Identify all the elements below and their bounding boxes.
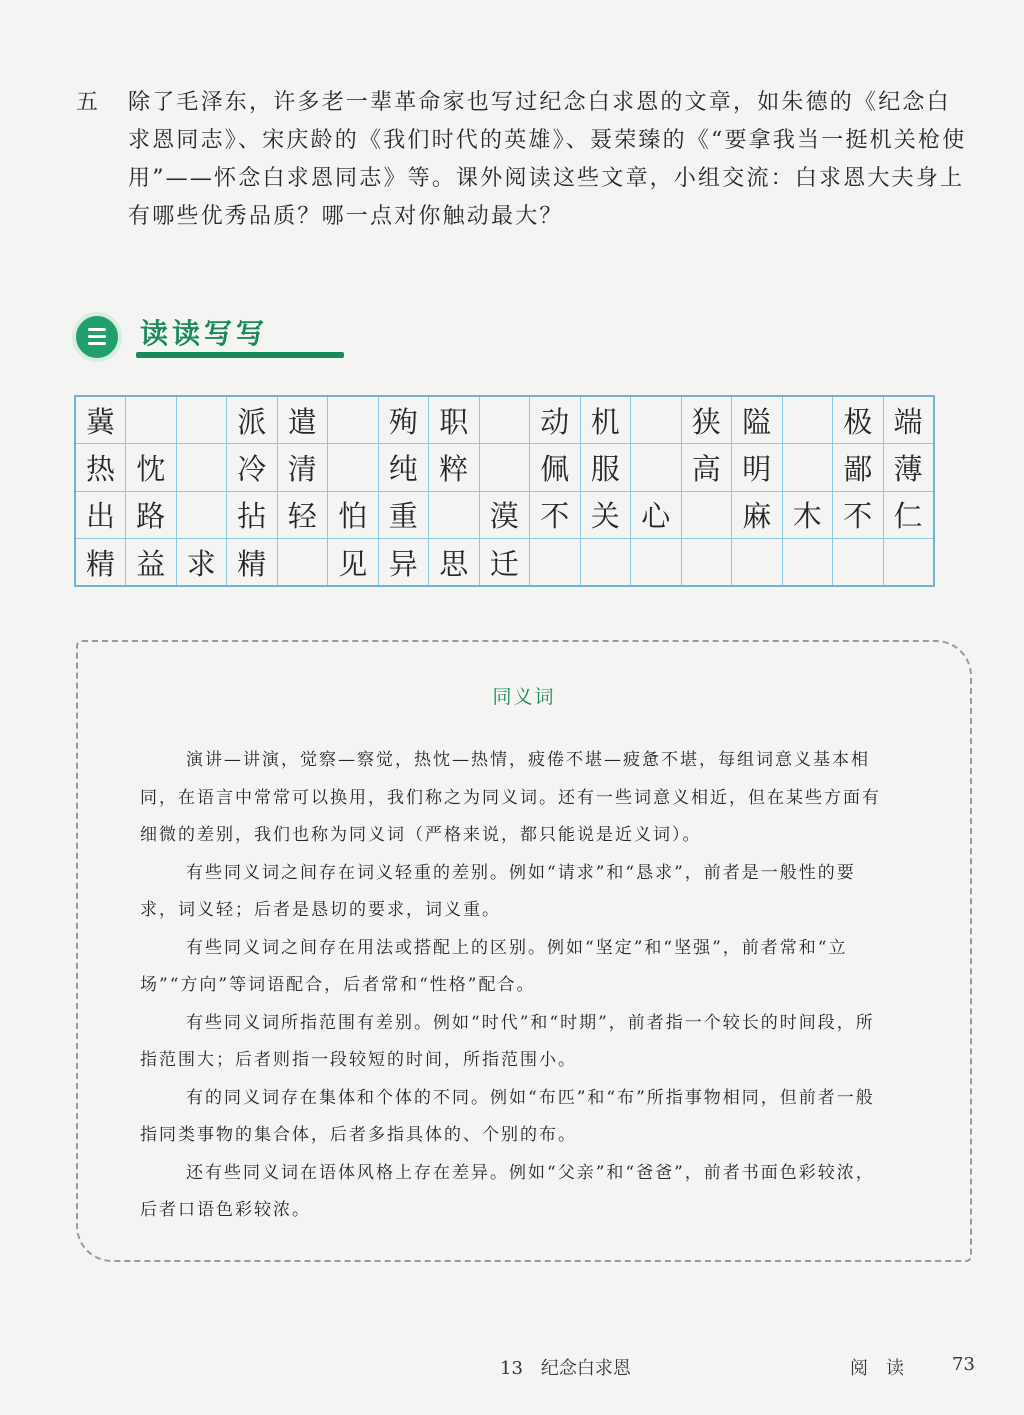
grid-cell: [631, 539, 682, 587]
grid-cell: 见: [328, 539, 379, 587]
grid-cell: 轻: [277, 491, 328, 539]
grid-cell: [833, 539, 884, 587]
knowledge-paragraph: 还有些同义词在语体风格上存在差异。例如“父亲”和“爸爸”，前者书面色彩较浓，后者口语色彩较浓。: [140, 1162, 875, 1220]
grid-cell: 粹: [429, 444, 480, 492]
grid-cell: 益: [126, 539, 177, 587]
exercise-number: 五: [76, 90, 99, 115]
grid-cell: 路: [126, 491, 177, 539]
footer-lesson: 13 纪念白求恩: [500, 1358, 631, 1379]
knowledge-body: [140, 742, 890, 1230]
grid-cell: 冷: [227, 444, 278, 492]
grid-row: [75, 539, 934, 587]
grid-cell: [732, 539, 783, 587]
grid-cell: 异: [378, 539, 429, 587]
grid-cell: 热: [75, 444, 126, 492]
grid-cell: 不: [530, 491, 581, 539]
knowledge-paragraph: 有些同义词所指范围有差别。例如“时代”和“时期”，前者指一个较长的时间段，所指范围大；后者则指一段较短的时间，所指范围小。: [140, 1012, 875, 1070]
grid-cell: [176, 491, 227, 539]
grid-cell: 薄: [883, 444, 934, 492]
grid-cell: [328, 396, 379, 444]
grid-cell: 端: [883, 396, 934, 444]
grid-cell: 鄙: [833, 444, 884, 492]
grid-cell: [277, 539, 328, 587]
grid-cell: [126, 396, 177, 444]
vocab-grid: [74, 395, 935, 587]
grid-cell: [580, 539, 631, 587]
grid-cell: 麻: [732, 491, 783, 539]
grid-cell: 动: [530, 396, 581, 444]
grid-cell: 关: [580, 491, 631, 539]
grid-row: [75, 491, 934, 539]
grid-cell: [782, 539, 833, 587]
grid-cell: 精: [227, 539, 278, 587]
grid-cell: 派: [227, 396, 278, 444]
grid-cell: 忱: [126, 444, 177, 492]
grid-cell: 木: [782, 491, 833, 539]
page-number: 73: [952, 1354, 975, 1375]
grid-cell: [530, 539, 581, 587]
grid-cell: 精: [75, 539, 126, 587]
grid-cell: 求: [176, 539, 227, 587]
grid-cell: 高: [681, 444, 732, 492]
grid-cell: 思: [429, 539, 480, 587]
grid-row: [75, 396, 934, 444]
grid-cell: 漠: [479, 491, 530, 539]
exercise-text: 除了毛泽东，许多老一辈革命家也写过纪念白求恩的文章，如朱德的《纪念白求恩同志》、宋庆龄的《我们时代的英雄》、聂荣臻的《“要拿我当一挺机关枪使用”——怀念白求恩同志》等。课外阅读这些文章，小组交流：白求恩大夫身上有哪些优秀品质？哪一点对你触动最大？: [128, 90, 967, 229]
section-underline: [136, 352, 344, 358]
knowledge-paragraph: 有些同义词之间存在用法或搭配上的区别。例如“坚定”和“坚强”，前者常和“立场”“方向”等词语配合，后者常和“性格”配合。: [140, 937, 848, 995]
grid-cell: 殉: [378, 396, 429, 444]
grid-cell: [631, 396, 682, 444]
grid-cell: [479, 396, 530, 444]
grid-cell: 遣: [277, 396, 328, 444]
grid-cell: 冀: [75, 396, 126, 444]
grid-cell: 拈: [227, 491, 278, 539]
grid-cell: [681, 491, 732, 539]
knowledge-paragraph: 有些同义词之间存在词义轻重的差别。例如“请求”和“恳求”，前者是一般性的要求，词义轻；后者是恳切的要求，词义重。: [140, 862, 856, 920]
grid-cell: 仁: [883, 491, 934, 539]
knowledge-title: 同义词: [492, 686, 556, 708]
grid-cell: [176, 444, 227, 492]
grid-cell: 明: [732, 444, 783, 492]
knowledge-box: [76, 640, 972, 1262]
grid-cell: 不: [833, 491, 884, 539]
grid-cell: [479, 444, 530, 492]
knowledge-paragraph: 演讲—讲演，觉察—察觉，热忱—热情，疲倦不堪—疲惫不堪，每组词意义基本相同，在语言中常常可以换用，我们称之为同义词。还有一些词意义相近，但在某些方面有细微的差别，我们也称为同义词（严格来说，都只能说是近义词）。: [140, 750, 881, 845]
knowledge-paragraph: 有的同义词存在集体和个体的不同。例如“布匹”和“布”所指事物相同，但前者一般指同类事物的集合体，后者多指具体的、个别的布。: [140, 1087, 875, 1145]
three-lines-icon: [72, 312, 122, 362]
grid-cell: 服: [580, 444, 631, 492]
section-title: 读读写写: [140, 317, 269, 350]
grid-row: [75, 444, 934, 492]
grid-cell: [328, 444, 379, 492]
grid-cell: 狭: [681, 396, 732, 444]
grid-cell: [429, 491, 480, 539]
grid-cell: 机: [580, 396, 631, 444]
grid-cell: [176, 396, 227, 444]
grid-cell: 迁: [479, 539, 530, 587]
grid-cell: 佩: [530, 444, 581, 492]
grid-cell: [631, 444, 682, 492]
grid-cell: 怕: [328, 491, 379, 539]
grid-cell: 心: [631, 491, 682, 539]
grid-cell: 重: [378, 491, 429, 539]
grid-cell: 出: [75, 491, 126, 539]
grid-cell: 职: [429, 396, 480, 444]
grid-cell: [782, 396, 833, 444]
grid-cell: [681, 539, 732, 587]
grid-cell: 纯: [378, 444, 429, 492]
footer-unit: 阅 读: [850, 1358, 904, 1379]
grid-cell: 极: [833, 396, 884, 444]
grid-cell: 隘: [732, 396, 783, 444]
grid-cell: [883, 539, 934, 587]
grid-cell: [782, 444, 833, 492]
grid-cell: 清: [277, 444, 328, 492]
